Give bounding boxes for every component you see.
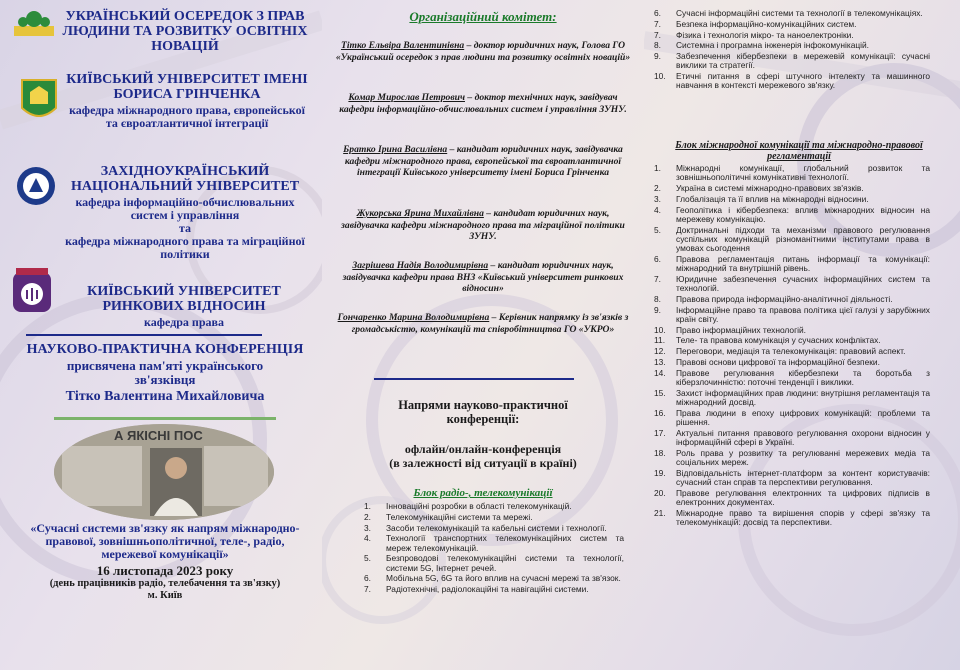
list-item: [652, 275, 930, 293]
list-item-text: Відповідальність інтернет-платформ за контент користувачів: сучасний стан справ та перспективи регулювання.: [676, 467, 930, 487]
divider-line-green: [54, 417, 276, 420]
grinchenko-university-logo-icon: [20, 78, 58, 124]
org-ukro: [60, 9, 310, 54]
member-name: Жукорська Ярина Михайлівна: [356, 208, 484, 219]
committee-member: [332, 144, 634, 179]
list-item-number: 9.: [654, 304, 661, 315]
list-item-number: 12.: [654, 346, 666, 357]
list-item-text: Мобільна 5G, 6G та його вплив на сучасні мережі та зв'язок.: [386, 573, 621, 584]
list-item-number: 11.: [654, 335, 666, 346]
list-item: [652, 72, 930, 90]
conference-format-note: (в залежності від ситуації в країні): [389, 456, 577, 470]
list-item: [652, 255, 930, 273]
list-item: [652, 206, 930, 224]
list-item: [652, 295, 930, 304]
list-item-number: 14.: [654, 367, 666, 378]
list-item-text: Інноваційні розробки в області телекомунікацій.: [386, 501, 572, 511]
list-item-text: Безпека інформаційно-комунікаційних систем.: [676, 18, 857, 29]
list-item-number: 2.: [654, 183, 661, 193]
list-item-text: Забезпечення кібербезпеки в мережевій комунікації: сучасні виклики та стратегії.: [676, 51, 930, 71]
list-item-text: Інформаційне право та правова політика цієї галузі у зарубіжних країн світу.: [676, 304, 930, 324]
list-item-number: 3.: [654, 193, 661, 204]
list-item: [362, 502, 624, 511]
list-item-number: 6.: [654, 8, 661, 18]
conference-city: м. Київ: [147, 590, 183, 601]
list-item: [652, 429, 930, 447]
block1-continued-list: [652, 9, 930, 92]
list-item: [652, 52, 930, 70]
list-item: [362, 534, 624, 552]
conference-info: [20, 522, 310, 602]
list-item-number: 13.: [654, 356, 666, 367]
list-item-text: Переговори, медіація та телекомунікація: правовий аспект.: [676, 346, 906, 357]
org-ukro-name: УКРАЇНСЬКИЙ ОСЕРЕДОК З ПРАВ ЛЮДИНИ ТА РОЗВИТКУ ОСВІТНІХ НОВАЦІЙ: [62, 9, 308, 54]
list-item-text: Актуальні питання правового регулювання охорони відносин у інформаційній сфері в Україні.: [676, 427, 930, 447]
block1-title: Блок радіо-, телекомунікації: [413, 487, 553, 499]
list-item-text: Глобалізація та її вплив на міжнародні відносини.: [676, 193, 869, 204]
list-item-number: 7.: [654, 29, 661, 40]
committee-member: [332, 312, 634, 335]
left-panel: [0, 0, 322, 670]
list-item-number: 19.: [654, 467, 666, 478]
list-item-text: Теле- та правова комунікація у сучасних конфліктах.: [676, 335, 881, 346]
list-item: [652, 347, 930, 356]
list-item-text: Захист інформаційних прав людини: внутрішня регламентація та міжнародний досвід.: [676, 387, 930, 407]
block2-title: Блок міжнародної комунікації та міжнародно-правової регламентації: [675, 140, 923, 162]
member-name: Братко Ірина Василівна: [343, 144, 448, 155]
org-wunu-and: та: [178, 221, 192, 235]
list-item-number: 10.: [654, 324, 666, 335]
member-role: – доктор технічних наук, завідувач кафедри інформаційно-обчислювальних систем і управління ЗУНУ.: [339, 92, 627, 115]
list-item: [652, 358, 930, 367]
list-item-text: Україна в системі міжнародно-правових зв'язків.: [676, 183, 864, 193]
member-name: Комар Мирослав Петрович: [348, 92, 465, 103]
conference-topic: «Сучасні системи зв'язку як напрям міжнародно-правової, зовнішньополітичної, теле-, радіо, мережевої комунікації»: [30, 521, 300, 561]
list-item-number: 15.: [654, 387, 666, 398]
org-grinchenko-name: КИЇВСЬКИЙ УНІВЕРСИТЕТ ІМЕНІ БОРИСА ГРІНЧЕНКА: [66, 72, 308, 102]
krok-university-logo-icon: [12, 268, 52, 314]
list-item: [652, 306, 930, 324]
right-panel: [644, 0, 960, 670]
list-item: [652, 226, 930, 254]
list-item-text: Право інформаційних технологій.: [676, 324, 806, 335]
list-item-number: 21.: [654, 507, 666, 518]
list-item-number: 17.: [654, 427, 666, 438]
list-item-text: Роль права у розвитку та регулюванні мережевих медіа та соціальних мереж.: [676, 447, 930, 467]
list-item: [652, 20, 930, 29]
list-item-text: Сучасні інформаційні системи та технології в телекомунікаціях.: [676, 8, 923, 18]
list-item-number: 10.: [654, 71, 666, 82]
list-item: [362, 574, 624, 583]
svg-text:А ЯКІСНІ ПОС: А ЯКІСНІ ПОС: [114, 428, 203, 443]
list-item-text: Фізика і технологія мікро- та наноелектроніки.: [676, 29, 854, 40]
conference-title: НАУКОВО-ПРАКТИЧНА КОНФЕРЕНЦІЯ: [26, 342, 304, 357]
conference-heading: [20, 342, 310, 405]
list-item-text: Доктринальні підходи та механізми правового регулювання суспільних комунікацій різноманітними інститутами права в умовах сьогодення: [676, 224, 930, 253]
committee-member: [332, 208, 634, 243]
list-item-number: 5.: [654, 224, 661, 235]
list-item-text: Етичні питання в сфері штучного інтелекту та машинного навчання в контексті мережевого зв'язку.: [676, 71, 930, 91]
directions-heading: [342, 398, 624, 470]
list-item-text: Телекомунікаційні системи та мережі.: [386, 511, 533, 522]
divider-line: [26, 334, 262, 336]
list-item-text: Юридичне забезпечення сучасних інформаційних систем та технологій.: [676, 273, 930, 293]
list-item: [652, 195, 930, 204]
org-wunu-dept: кафедра інформаційно-обчислювальних систем і управління: [75, 195, 295, 222]
list-item-number: 18.: [654, 447, 666, 458]
divider-line: [374, 378, 574, 380]
member-role: – кандидат юридичних наук, завідувачка кафедри міжнародного права, європейської та євроатлантичної інтеграції Київського університету імені Бориса Грінченка: [344, 144, 623, 178]
list-item: [652, 184, 930, 193]
list-item-number: 5.: [364, 553, 371, 564]
list-item: [362, 554, 624, 572]
list-item: [652, 469, 930, 487]
directions-title: Напрями науково-практичної конференції:: [398, 398, 568, 426]
list-item-text: Засоби телекомунікацій та кабельні системи і технології.: [386, 522, 607, 533]
conference-person: Тітко Валентина Михайловича: [65, 389, 265, 404]
member-name: Гончаренко Марина Володимирівна: [337, 312, 490, 323]
list-item-text: Геополітика і кібербезпека: вплив міжнародних відносин на мережеву комунікацію.: [676, 204, 930, 224]
list-item: [362, 585, 624, 594]
list-item-number: 7.: [654, 273, 661, 284]
list-item-text: Безпроводові телекомунікаційні системи та технології, системи 5G, Інтернет речей.: [386, 553, 624, 573]
list-item: [652, 31, 930, 40]
conference-date: 16 листопада 2023 року: [96, 563, 234, 578]
list-item-number: 8.: [654, 293, 661, 304]
org-wunu-dept2: кафедра міжнародного права та міграційної політики: [65, 234, 305, 261]
list-item-text: Радіотехнічні, радіолокаційні та навігаційні системи.: [386, 584, 589, 595]
member-name: Тітко Ельвіра Валентинівна: [340, 40, 465, 51]
middle-panel: [322, 0, 644, 670]
committee-title: Організаційний комітет:: [409, 9, 557, 24]
list-item: [652, 326, 930, 335]
list-item: [652, 509, 930, 527]
list-item-number: 6.: [364, 573, 371, 584]
list-item-number: 8.: [654, 40, 661, 51]
org-krok-dept: кафедра права: [143, 315, 224, 329]
list-item: [362, 524, 624, 533]
conference-dedication: присвячена пам'яті українського зв'язківця: [66, 358, 264, 387]
list-item-text: Системна і програмна інженерія інфокомунікацій.: [676, 40, 870, 51]
org-krok: [56, 284, 312, 329]
list-item: [652, 369, 930, 387]
list-item-text: Правова регламентація питань інформації та комунікації: міжнародний та внутрішній рівень.: [676, 253, 930, 273]
list-item-text: Міжнародні комунікації, глобальний розвиток та зовнішньополітичні комунікативні технології.: [676, 163, 930, 183]
wunu-logo-icon: [16, 166, 56, 206]
list-item-text: Права людини в епоху цифрових комунікацій: проблеми та рішення.: [676, 407, 930, 427]
list-item: [652, 409, 930, 427]
list-item-number: 9.: [654, 51, 661, 62]
org-grinchenko: [64, 72, 310, 130]
memorial-photo: [54, 424, 274, 520]
list-item-number: 1.: [364, 501, 371, 511]
member-role: – доктор юридичних наук, Голова ГО «Український осередок з прав людини та розвитку освітніх новацій»: [335, 40, 631, 63]
org-grinchenko-dept: кафедра міжнародного права, європейської та євроатлантичної інтеграції: [69, 103, 305, 130]
list-item: [652, 41, 930, 50]
list-item-number: 20.: [654, 487, 666, 498]
member-role: – кандидат юридичних наук, завідувачка кафедри міжнародного права та міграційної політики ЗУНУ.: [341, 208, 625, 242]
list-item: [652, 164, 930, 182]
list-item-number: 3.: [364, 522, 371, 533]
ukro-logo-icon: [14, 10, 54, 36]
list-item: [652, 489, 930, 507]
list-item: [652, 389, 930, 407]
conference-format: офлайн/онлайн-конференція: [404, 442, 562, 456]
list-item-number: 16.: [654, 407, 666, 418]
committee-member: [332, 40, 634, 63]
member-role: – Керівник напрямку із зв'язків з громадськістю, комунікацій та співробітництва ГО «УКРО»: [351, 312, 629, 335]
org-wunu-name: ЗАХІДНОУКРАЇНСЬКИЙ НАЦІОНАЛЬНИЙ УНІВЕРСИТЕТ: [70, 164, 300, 194]
list-item-text: Правова природа інформаційно-аналітичної діяльності.: [676, 293, 893, 304]
block2-list: [652, 164, 930, 529]
list-item-number: 2.: [364, 511, 371, 522]
list-item: [652, 336, 930, 345]
block1-list: [362, 502, 624, 596]
list-item-number: 6.: [654, 253, 661, 264]
list-item-text: Технології транспортних телекомунікаційних систем та мереж телекомунікацій.: [386, 533, 624, 553]
list-item-number: 7.: [654, 18, 661, 29]
member-name: Загрішева Надія Володимирівна: [352, 260, 489, 271]
list-item: [652, 9, 930, 18]
list-item-number: 4.: [654, 204, 661, 215]
committee-member: [332, 260, 634, 295]
list-item-number: 1.: [654, 163, 661, 173]
list-item: [362, 513, 624, 522]
list-item-text: Правове регулювання електронних та цифрових підписів в електронних документах.: [676, 487, 930, 507]
org-wunu: [60, 164, 310, 261]
list-item-number: 4.: [364, 533, 371, 544]
list-item-number: 7.: [364, 584, 371, 595]
org-krok-name: КИЇВСЬКИЙ УНІВЕРСИТЕТ РИНКОВИХ ВІДНОСИН: [87, 284, 281, 314]
list-item: [652, 449, 930, 467]
committee-member: [332, 92, 634, 115]
list-item-text: Правові основи цифрової та інформаційної безпеки.: [676, 356, 880, 367]
member-role: – кандидат юридичних наук, завідувачка кафедри права ВНЗ «Київський університет ринкових відносин»: [342, 260, 624, 294]
list-item-text: Правове регулювання кібербезпеки та боротьба з кіберзлочинністю: поточні тенденції і виклики.: [676, 367, 930, 387]
conference-date-note: (день працівників радіо, телебачення та зв'язку): [49, 578, 281, 589]
list-item-text: Міжнародне право та вирішення спорів у сфері зв'язку та телекомунікацій: досвід та перспективи.: [676, 507, 930, 527]
